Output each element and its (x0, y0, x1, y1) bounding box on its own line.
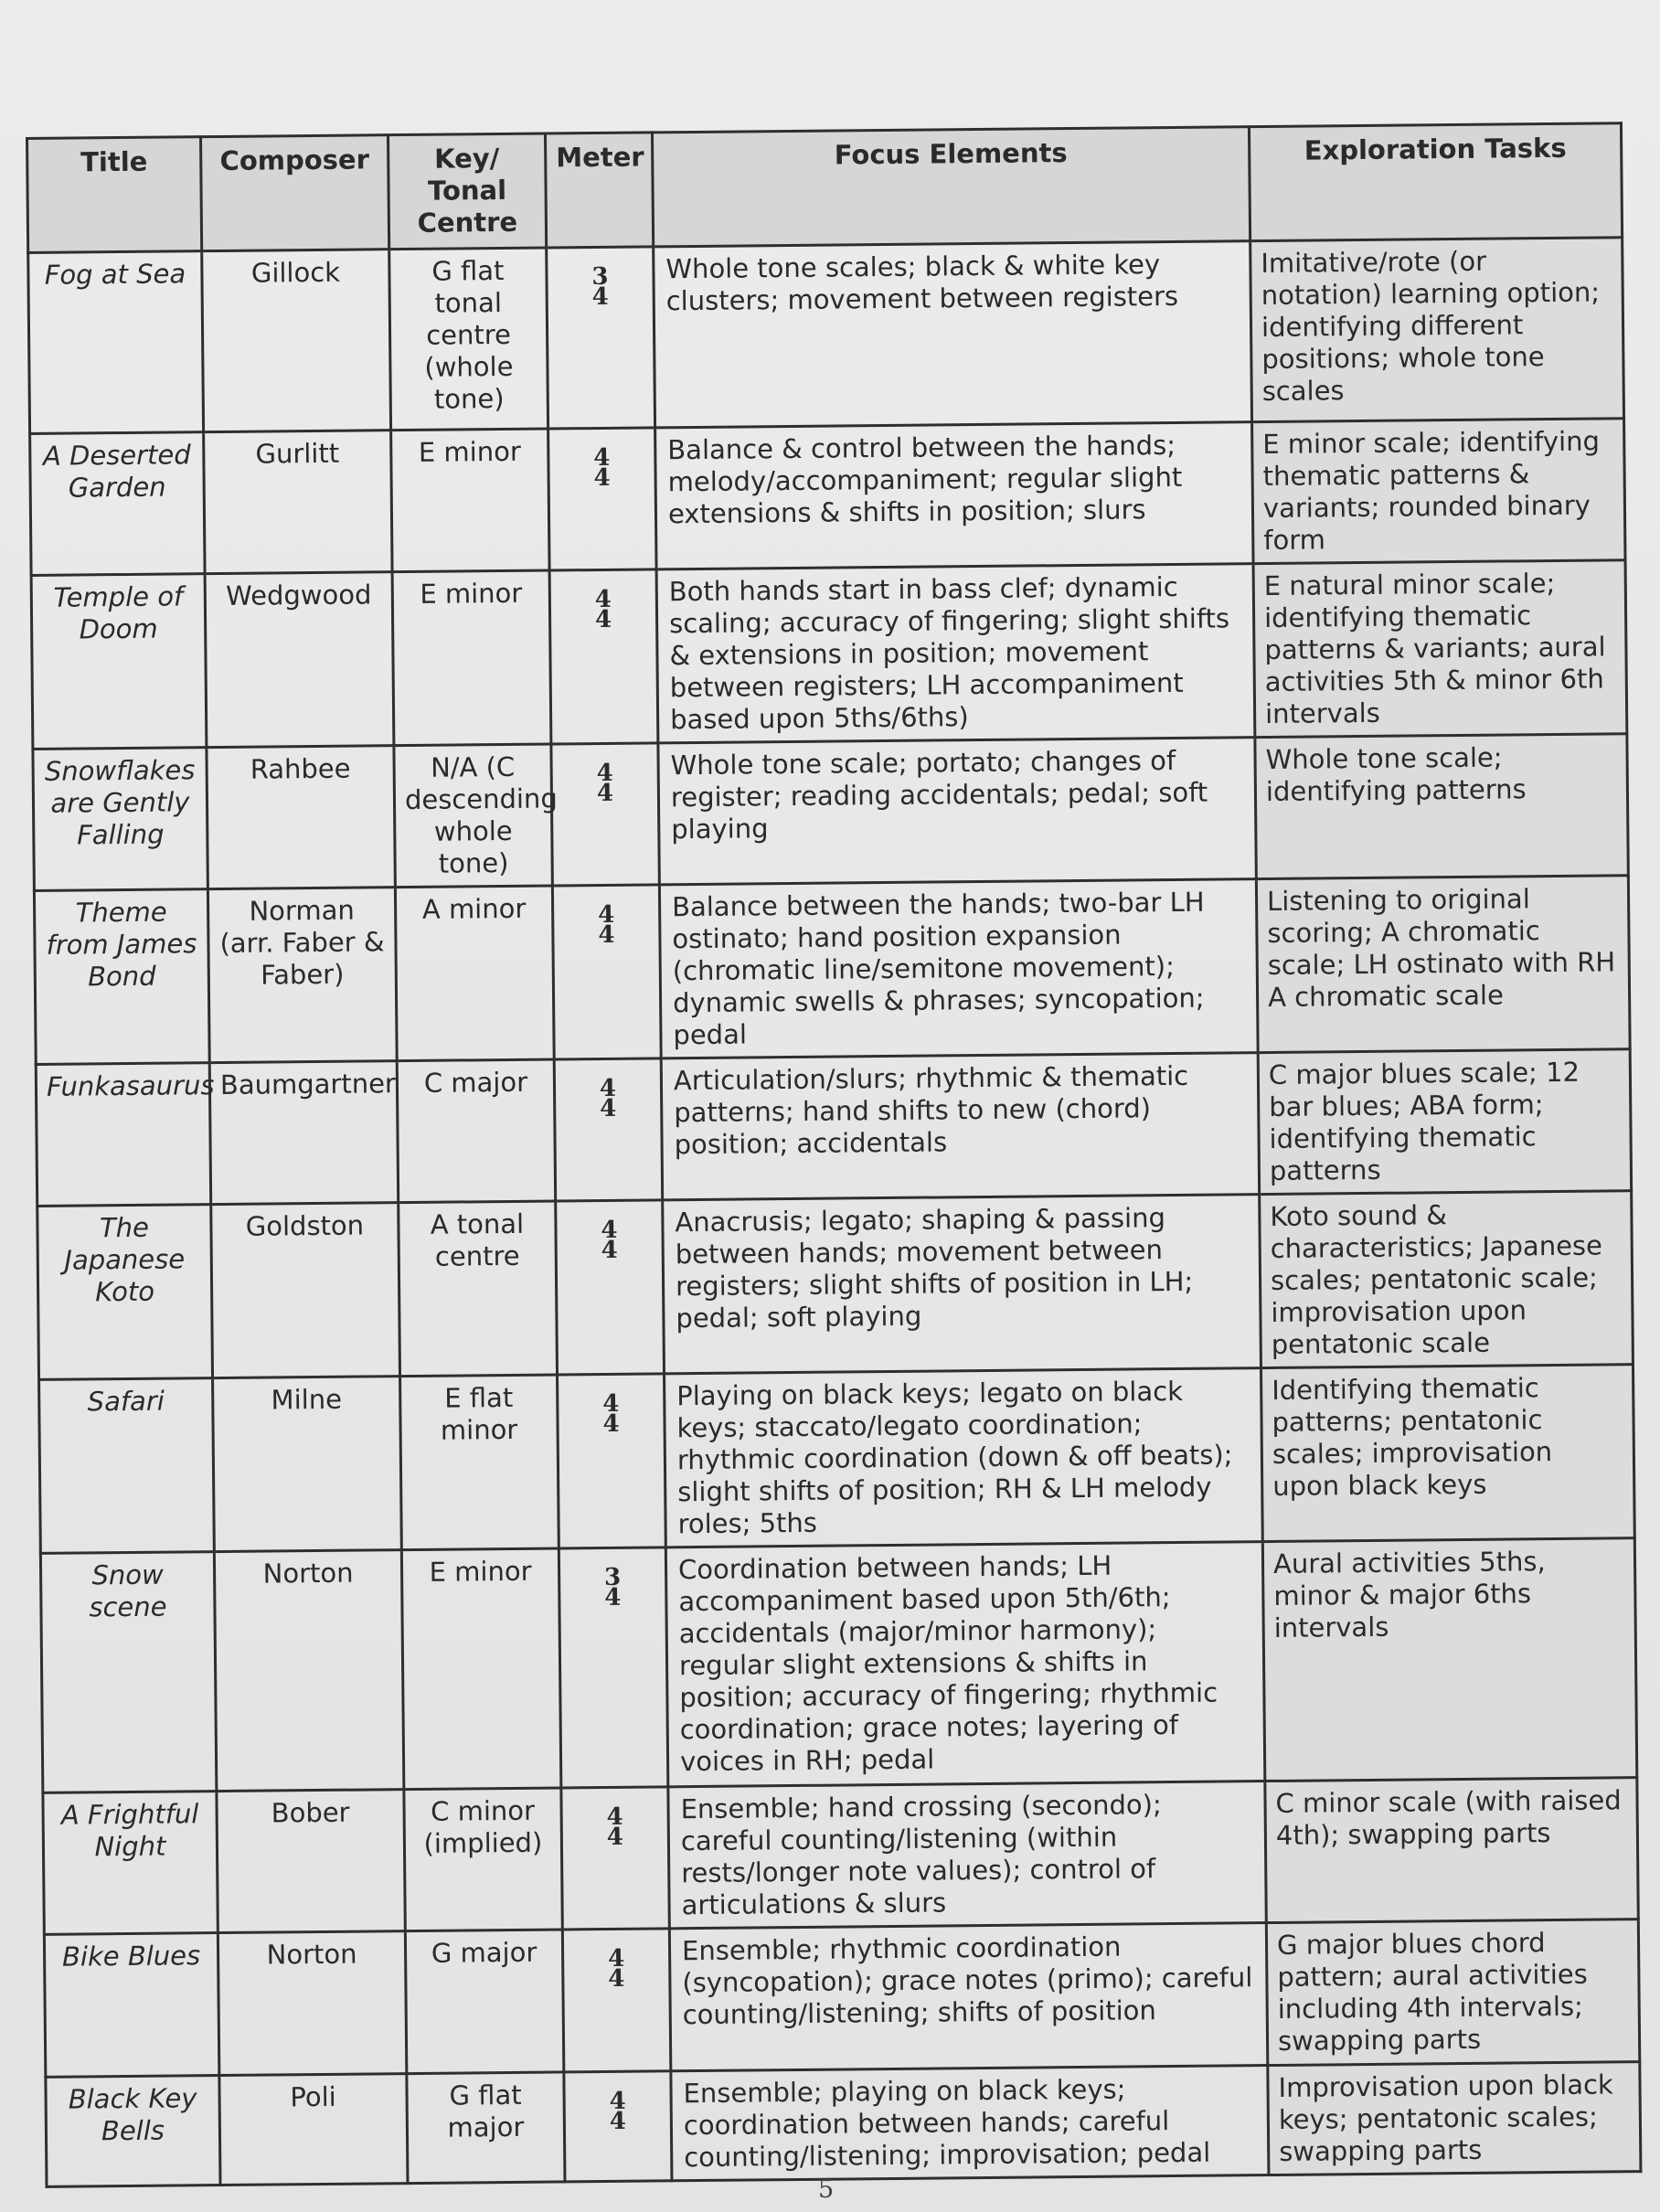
time-signature-bottom: 4 (601, 1236, 618, 1265)
row-composer: Gillock (202, 250, 391, 432)
header-key: Key/ Tonal Centre (388, 133, 546, 250)
row-exploration-tasks: Listening to original scoring; A chromatic scale; LH ostinato with RH A chromatic scale (1256, 876, 1630, 1053)
time-signature (591, 262, 609, 312)
row-title: A Frightful Night (43, 1792, 218, 1935)
row-title: Black Key Bells (46, 2076, 220, 2187)
row-meter (551, 743, 659, 886)
row-meter (558, 1374, 666, 1548)
page-number: 5 (818, 2175, 835, 2204)
row-focus-elements: Both hands start in bass clef; dynamic scaling; accuracy of fingering; slight shifts & extensions in position; movement between registers; LH accompaniment based upon 5ths/6ths) (656, 564, 1255, 743)
time-signature-bottom: 4 (609, 2107, 627, 2135)
row-meter (547, 247, 655, 429)
time-signature-bottom: 4 (600, 1094, 617, 1123)
time-signature-bottom: 4 (598, 920, 615, 950)
time-signature-bottom: 4 (594, 605, 612, 634)
time-signature-top: 4 (596, 759, 613, 788)
row-meter (561, 1787, 669, 1930)
row-title: Snow scene (40, 1552, 217, 1793)
row-exploration-tasks: C minor scale (with raised 4th); swapping parts (1265, 1778, 1638, 1923)
row-meter (556, 1200, 665, 1375)
row-key: A minor (395, 886, 554, 1061)
row-key: C major (397, 1059, 555, 1203)
row-key: E flat minor (400, 1375, 559, 1550)
time-signature-bottom: 4 (596, 779, 614, 808)
time-signature (596, 759, 614, 808)
row-focus-elements: Whole tone scales; black & white key clusters; movement between registers (654, 241, 1252, 428)
row-focus-elements: Coordination between hands; LH accompaniment based upon 5th/6th; accidentals (major/minor harmony); regular slight extensions & shifts in position; accuracy of fingering; rhythmic coordination; grace notes; layering of voices in RH; pedal (665, 1542, 1264, 1787)
table-row (39, 1365, 1635, 1554)
row-meter (559, 1547, 668, 1788)
time-signature-top: 4 (606, 1803, 623, 1831)
row-title: Snowflakes are Gently Falling (33, 748, 208, 891)
row-focus-elements: Anacrusis; legato; shaping & passing between hands; movement between registers; slight shifts of position in LH; pedal; soft playing (663, 1195, 1261, 1374)
time-signature (607, 1944, 625, 1993)
row-meter (554, 1058, 662, 1201)
table-row (28, 238, 1624, 434)
row-exploration-tasks: Koto sound & characteristics; Japanese scales; pentatonic scale; improvisation upon pentatonic scale (1260, 1191, 1633, 1368)
time-signature-bottom: 4 (606, 1823, 624, 1851)
row-title: Safari (39, 1378, 215, 1554)
table-header-row (27, 123, 1623, 253)
row-exploration-tasks: Imitative/rote (or notation) learning option; identifying different positions; whole tone scales (1250, 238, 1624, 422)
row-composer: Goldston (211, 1203, 400, 1378)
row-key: G flat tonal centre (whole tone) (389, 248, 548, 431)
time-signature (606, 1803, 624, 1851)
row-focus-elements: Ensemble; hand crossing (secondo); careful counting/listening (within rests/longer note values); control of articulations & slurs (668, 1781, 1266, 1929)
row-title: The Japanese Koto (37, 1205, 213, 1380)
row-title: A Deserted Garden (30, 432, 205, 576)
header-focus-elements: Focus Elements (652, 127, 1250, 247)
time-signature (593, 443, 611, 493)
time-signature (594, 585, 612, 634)
row-composer: Poli (219, 2074, 408, 2185)
time-signature (603, 1563, 622, 1611)
row-composer: Gurlitt (204, 431, 392, 574)
row-composer: Rahbee (207, 746, 395, 889)
row-focus-elements: Whole tone scale; portato; changes of register; reading accidentals; pedal; soft playing (658, 738, 1256, 885)
time-signature-top: 4 (609, 2087, 626, 2115)
table-row (43, 1778, 1638, 1935)
row-exploration-tasks: C major blues scale; 12 bar blues; ABA form; identifying thematic patterns (1258, 1049, 1631, 1195)
repertoire-table (26, 122, 1642, 2188)
time-signature-bottom: 4 (591, 282, 609, 312)
table-row (34, 876, 1630, 1065)
row-focus-elements: Balance between the hands; two-bar LH ostinato; hand position expansion (chromatic line/semitone movement); dynamic swells & phrases; syncopation; pedal (659, 879, 1258, 1058)
row-exploration-tasks: E natural minor scale; identifying thematic patterns & variants; aural activities 5th & minor 6th intervals (1253, 560, 1627, 738)
header-title: Title (27, 137, 202, 253)
time-signature-top: 4 (601, 1216, 618, 1245)
table-row (44, 1920, 1639, 2078)
row-key: N/A (C descending whole tone) (394, 744, 552, 888)
time-signature-top: 4 (607, 1944, 625, 1973)
table-row (37, 1191, 1633, 1380)
row-key: E minor (392, 570, 551, 746)
row-title: Funkasaurus (36, 1063, 210, 1207)
row-meter (552, 885, 661, 1059)
table-row (40, 1538, 1636, 1793)
table-row (46, 2062, 1641, 2187)
time-signature-top: 4 (593, 443, 611, 473)
table-row (31, 560, 1627, 750)
row-focus-elements: Playing on black keys; legato on black keys; staccato/legato coordination; rhythmic coordination (down & off beats); slight shifts of position; RH & LH melody roles; 5ths (665, 1368, 1263, 1547)
row-key: E minor (401, 1548, 561, 1790)
time-signature (598, 900, 615, 950)
time-signature-bottom: 4 (602, 1409, 620, 1439)
row-key: C minor (implied) (404, 1788, 562, 1931)
row-exploration-tasks: Identifying thematic patterns; pentatonic scales; improvisation upon black keys (1261, 1365, 1634, 1542)
time-signature (602, 1389, 620, 1439)
row-composer: Bober (217, 1790, 405, 1933)
time-signature-bottom: 4 (608, 1964, 625, 1993)
time-signature (609, 2087, 627, 2135)
row-meter (549, 569, 658, 744)
row-exploration-tasks: E minor scale; identifying thematic patterns & variants; rounded binary form (1252, 419, 1625, 564)
time-signature (599, 1074, 617, 1123)
row-exploration-tasks: Aural activities 5ths, minor & major 6ths intervals (1262, 1538, 1636, 1781)
row-meter (548, 428, 656, 570)
row-composer: Milne (213, 1377, 402, 1552)
table-row (30, 419, 1625, 576)
table-row (36, 1049, 1631, 1207)
row-focus-elements: Balance & control between the hands; melody/accompaniment; regular slight extensions & shifts in position; slurs (655, 422, 1253, 569)
time-signature-top: 4 (602, 1389, 620, 1419)
row-title: Temple of Doom (31, 574, 207, 750)
row-focus-elements: Articulation/slurs; rhythmic & thematic patterns; hand shifts to new (chord) position; accidentals (661, 1053, 1259, 1200)
row-title: Bike Blues (44, 1933, 218, 2078)
row-composer: Norman (arr. Faber & Faber) (208, 888, 397, 1063)
row-title: Fog at Sea (28, 251, 204, 434)
time-signature-top: 3 (591, 262, 609, 292)
time-signature (601, 1216, 618, 1265)
row-key: E minor (391, 429, 549, 572)
time-signature-top: 4 (594, 585, 612, 614)
time-signature-top: 3 (603, 1563, 622, 1591)
header-composer: Composer (201, 135, 389, 251)
row-meter (562, 1929, 670, 2072)
row-key: G major (405, 1930, 563, 2074)
time-signature-bottom: 4 (593, 463, 611, 493)
row-composer: Norton (218, 1931, 406, 2076)
row-key: G flat major (407, 2072, 565, 2184)
row-focus-elements: Ensemble; playing on black keys; coordination between hands; careful counting/listening; improvisation; pedal (671, 2066, 1269, 2181)
row-exploration-tasks: Whole tone scale; identifying patterns (1255, 734, 1628, 879)
row-exploration-tasks: G major blues chord pattern; aural activities including 4th intervals; swapping parts (1266, 1920, 1639, 2066)
row-exploration-tasks: Improvisation upon black keys; pentatonic scales; swapping parts (1268, 2062, 1641, 2175)
time-signature-top: 4 (598, 900, 615, 930)
row-meter (564, 2071, 672, 2182)
row-composer: Baumgartner (209, 1061, 398, 1205)
row-composer: Norton (214, 1550, 404, 1792)
time-signature-top: 4 (599, 1074, 617, 1103)
row-focus-elements: Ensemble; rhythmic coordination (syncopation); grace notes (primo); careful counting/listening; shifts of position (669, 1923, 1267, 2071)
row-key: A tonal centre (399, 1201, 558, 1377)
repertoire-table-sheet (26, 122, 1639, 2188)
row-composer: Wedgwood (205, 572, 394, 748)
header-exploration-tasks: Exploration Tasks (1249, 123, 1622, 241)
time-signature-bottom: 4 (604, 1583, 622, 1611)
row-title: Theme from James Bond (34, 889, 209, 1065)
header-meter: Meter (545, 133, 653, 248)
table-row (33, 734, 1628, 891)
